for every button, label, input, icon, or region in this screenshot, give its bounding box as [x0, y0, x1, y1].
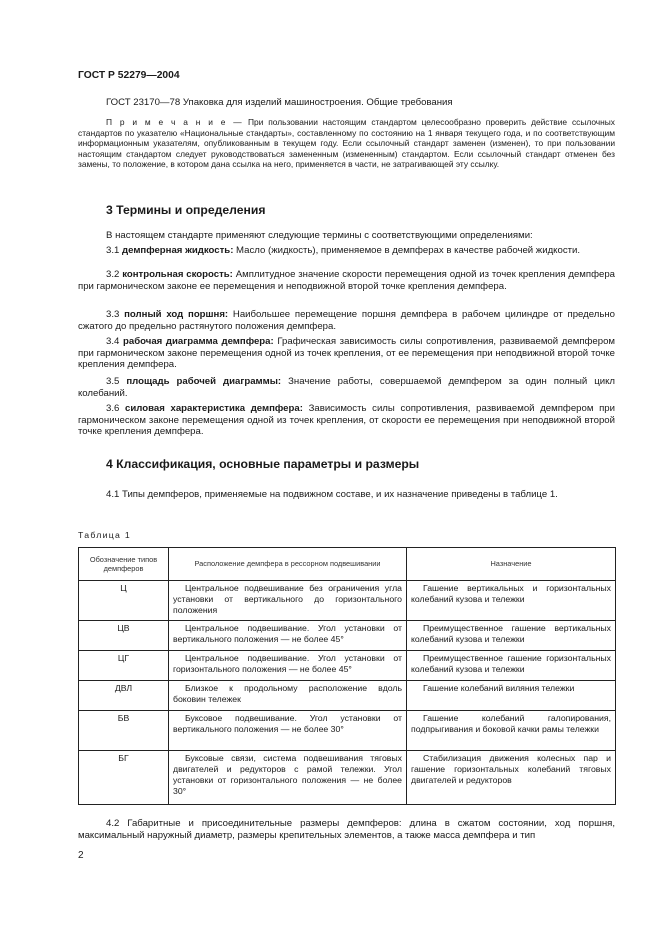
document-header: ГОСТ Р 52279—2004	[78, 70, 180, 81]
term-name: полный ход поршня:	[124, 309, 229, 320]
term-3-3	[78, 309, 615, 332]
paragraph-4-1: 4.1 Типы демпферов, применяемые на подвижном составе, и их назначение приведены в таблице 1.	[106, 489, 558, 500]
table-row	[79, 711, 616, 751]
table-row	[79, 581, 616, 621]
cell-location: Центральное подвешивание. Угол установки от вертикального положения — не более 45°	[169, 621, 407, 651]
term-name: площадь рабочей диаграммы:	[126, 376, 282, 387]
cell-location: Близкое к продольному расположение вдоль боковин тележек	[169, 681, 407, 711]
section-3-title: 3 Термины и определения	[106, 203, 266, 217]
term-definition: Зависимость силы сопротивления, развиваемой демпфером при гармоническом законе перемещения одной из точек крепления, от скорости ее перемещения при неподвижной второй точке крепления демпфера.	[78, 403, 615, 437]
table-row	[79, 681, 616, 711]
paragraph-4-2: 4.2 Габаритные и присоединительные размеры демпферов: длина в сжатом состоянии, ход поршня, максимальный наружный диаметр, размеры крепительных элементов, а также масса демпфера и тип	[78, 818, 615, 841]
term-definition: Масло (жидкость), применяемое в демпферах в качестве рабочей жидкости.	[233, 245, 581, 256]
table-caption: Таблица 1	[78, 530, 132, 540]
term-number: 3.1	[106, 245, 120, 256]
header-purpose: Назначение	[407, 548, 616, 581]
term-definition: Графическая зависимость силы сопротивления, развиваемой демпфером при гармоническом законе перемещения одной из точек крепления, от ее перемещения при неподвижной второй точке крепления демпфера.	[78, 336, 616, 370]
term-definition: Значение работы, совершаемой демпфером за один полный цикл колебаний.	[78, 376, 615, 399]
term-name: контрольная скорость:	[122, 269, 233, 280]
page-number: 2	[78, 850, 84, 861]
term-number: 3.4	[106, 336, 120, 347]
term-3-1	[78, 245, 615, 257]
term-name: силовая характеристика демпфера:	[125, 403, 303, 414]
cell-purpose: Преимущественное гашение вертикальных колебаний кузова и тележки	[407, 621, 616, 651]
cell-code: БВ	[79, 711, 169, 751]
section-3-intro: В настоящем стандарте применяют следующие термины с соответствующими определениями:	[106, 230, 533, 241]
cell-location: Буксовое подвешивание. Угол установки от вертикального положения — не более 30°	[169, 711, 407, 751]
header-type: Обозначение типов демпферов	[79, 548, 169, 581]
cell-code: ДВЛ	[79, 681, 169, 711]
term-number: 3.6	[106, 403, 120, 414]
note-paragraph	[78, 117, 615, 170]
cell-purpose: Гашение колебаний галопирования, подпрыгивания и боковой качки рамы тележки	[407, 711, 616, 751]
term-number: 3.5	[106, 376, 120, 387]
cell-code: ЦВ	[79, 621, 169, 651]
cell-purpose: Гашение вертикальных и горизонтальных колебаний кузова и тележки	[407, 581, 616, 621]
note-label: П р и м е ч а н и е —	[106, 117, 244, 127]
section-4-title: 4 Классификация, основные параметры и размеры	[106, 457, 420, 471]
cell-purpose: Стабилизация движения колесных пар и гашение горизонтальных колебаний тяговых двигателей и редукторов	[407, 751, 616, 805]
damper-types-table	[78, 547, 616, 805]
table-header-row	[79, 548, 616, 581]
term-number: 3.2	[106, 269, 120, 280]
cell-location: Центральное подвешивание. Угол установки от горизонтального положения — не более 45°	[169, 651, 407, 681]
cell-code: Ц	[79, 581, 169, 621]
term-definition: Амплитудное значение скорости перемещения одной из точек крепления демпфера при гармоническом законе ее перемещения и неподвижной второй точке крепления демпфера.	[78, 269, 615, 292]
term-name: демпферная жидкость:	[122, 245, 234, 256]
table-row	[79, 751, 616, 805]
note-text: При пользовании настоящим стандартом целесообразно проверить действие ссылочных стандартов по указателю «Национальные стандарты», составленному по состоянию на 1 января текущего года, и по соответствующим информационным указателям, опубликованным в текущем году. Если ссылочный стандарт заменен (изменен), то при пользовании настоящим стандартом следует руководствоваться замененным (измененным) стандартом. Если ссылочный стандарт отменен без замены, то положение, в котором дана ссылка на него, применяется в части, не затрагивающей эту ссылку.	[78, 117, 615, 169]
term-3-4	[78, 336, 615, 371]
normative-reference: ГОСТ 23170—78 Упаковка для изделий машиностроения. Общие требования	[106, 97, 453, 108]
term-3-2	[78, 269, 615, 292]
cell-location: Центральное подвешивание без ограничения угла установки от вертикального до горизонтального положения	[169, 581, 407, 621]
table-row	[79, 621, 616, 651]
term-3-6	[78, 403, 615, 438]
term-number: 3.3	[106, 309, 120, 320]
table-row	[79, 651, 616, 681]
cell-code: ЦГ	[79, 651, 169, 681]
cell-code: БГ	[79, 751, 169, 805]
cell-purpose: Преимущественное гашение горизонтальных колебаний кузова и тележки	[407, 651, 616, 681]
cell-purpose: Гашение колебаний виляния тележки	[407, 681, 616, 711]
term-name: рабочая диаграмма демпфера:	[123, 336, 274, 347]
cell-location: Буксовые связи, система подвешивания тяговых двигателей и редукторов с рамой тележки. Угол установки от горизонтального положения — не более 30°	[169, 751, 407, 805]
term-definition: Наибольшее перемещение поршня демпфера в рабочем цилиндре от предельно сжатого до предельно растянутого положения демпфера.	[78, 309, 616, 332]
term-3-5	[78, 376, 615, 399]
header-location: Расположение демпфера в рессорном подвешивании	[169, 548, 407, 581]
